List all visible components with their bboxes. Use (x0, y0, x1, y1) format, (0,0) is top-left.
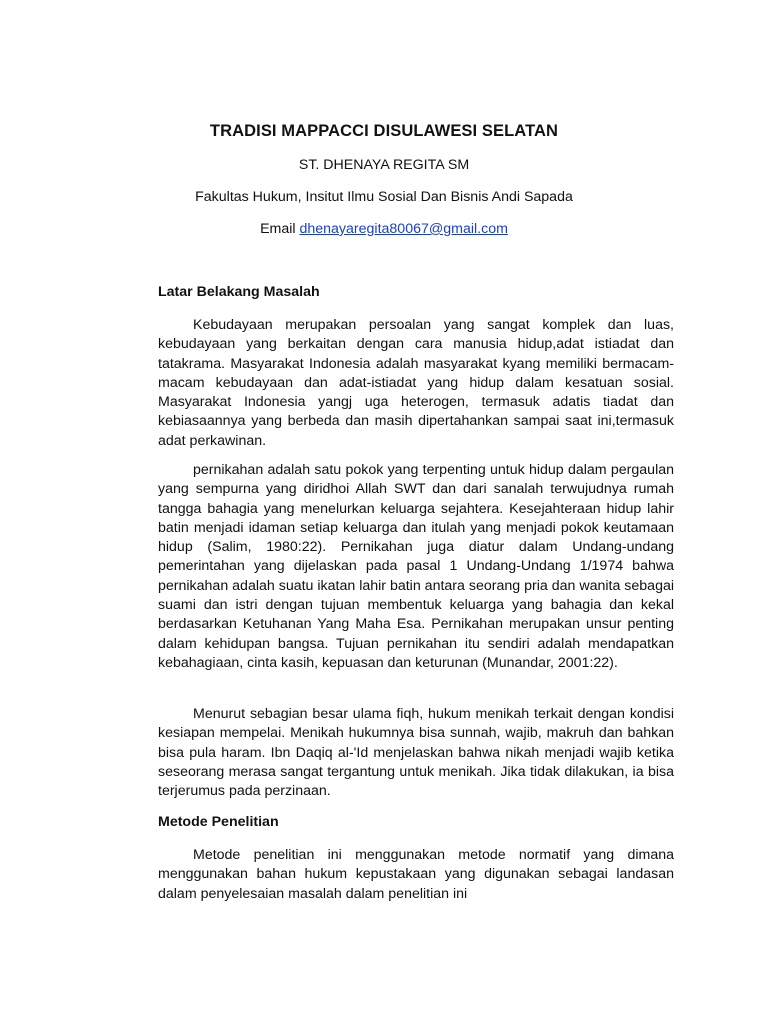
paragraph-background-3: Menurut sebagian besar ulama fiqh, hukum menikah terkait dengan kondisi kesiapan mempelai. Menikah hukumnya bisa sunnah, wajib, makruh dan bahkan bisa pula haram. Ibn Daqiq al-'Id menjelaskan bahwa nikah menjadi wajib ketika seseorang merasa sangat tergantung untuk menikah. Jika tidak dilakukan, ia bisa terjerumus pada perzinaan. (158, 706, 674, 800)
author-name: ST. DHENAYA REGITA SM (298, 157, 470, 173)
email-label: Email (260, 221, 300, 237)
paragraph-background-1: Kebudayaan merupakan persoalan yang sangat komplek dan luas, kebudayaan yang berkaitan dengan cara manusia hidup,adat istiadat dan tatakrama. Masyarakat Indonesia adalah masyarakat kyang memiliki bermacam-macam kebudayaan dan adat-istiadat yang hidup dalam kesatuan sosial. Masyarakat Indonesia yangj uga heterogen, termasuk adatis tiadat dan kebiasaannya yang berbeda dan masih dipertahankan sampai saat ini,termasuk adat perkawinan. (158, 317, 674, 449)
author-affiliation: Fakultas Hukum, Insitut Ilmu Sosial Dan Bisnis Andi Sapada (195, 189, 573, 205)
author-email (0, 221, 768, 237)
section-heading-method: Metode Penelitian (158, 814, 279, 830)
section-heading-background: Latar Belakang Masalah (158, 284, 320, 300)
paragraph-background-2: pernikahan adalah satu pokok yang terpenting untuk hidup dalam pergaulan yang sempurna yang diridhoi Allah SWT dan dari sanalah terwujudnya rumah tangga bahagia yang menelurkan keluarga sejahtera. Kesejahteraan hidup lahir batin menjadi idaman setiap keluarga dan itulah yang menjadi pokok keutamaan hidup (Salim, 1980:22). Pernikahan juga diatur dalam Undang-undang pemerintahan yang dijelaskan pada pasal 1 Undang-Undang 1/1974 bahwa pernikahan adalah suatu ikatan lahir batin antara seorang pria dan wanita sebagai suami dan istri dengan tujuan membentuk keluarga yang bahagia dan kekal berdasarkan Ketuhanan Yang Maha Esa. Pernikahan merupakan unsur penting dalam kehidupan bangsa. Tujuan pernikahan itu sendiri adalah mendapatkan kebahagiaan, cinta kasih, kepuasan dan keturunan (Munandar, 2001:22). (158, 462, 674, 671)
email-link[interactable]: dhenayaregita80067@gmail.com (299, 221, 508, 237)
document-title: TRADISI MAPPACCI DISULAWESI SELATAN (209, 122, 559, 140)
paragraph-method-1: Metode penelitian ini menggunakan metode normatif yang dimana menggunakan bahan hukum kepustakaan yang digunakan sebagai landasan dalam penyelesaian masalah dalam penelitian ini (158, 847, 674, 902)
